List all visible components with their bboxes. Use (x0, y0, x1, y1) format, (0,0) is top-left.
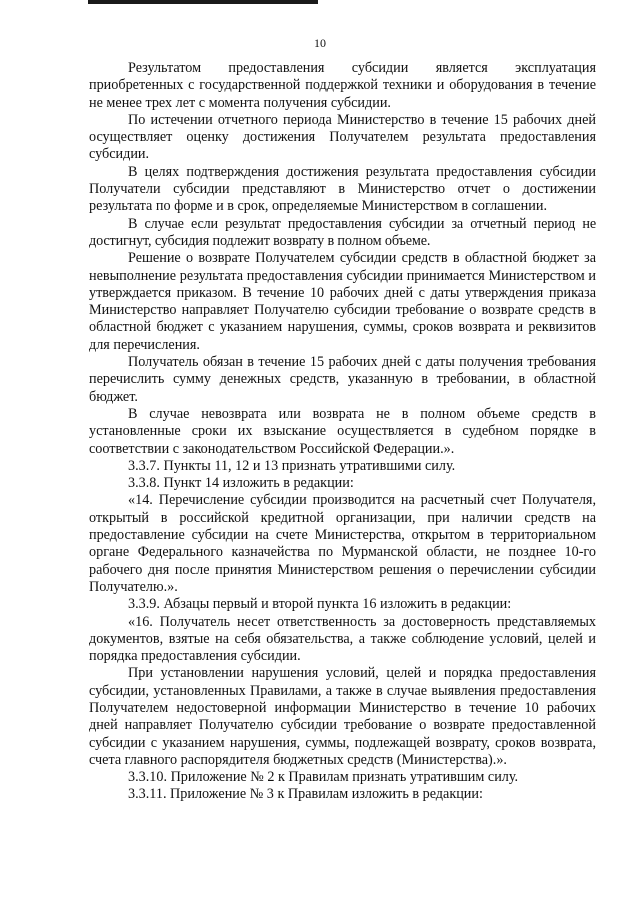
clause-3-3-10: 3.3.10. Приложение № 2 к Правилам признать утратившим силу. (128, 769, 519, 786)
clause-3-3-9: 3.3.9. Абзацы первый и второй пункта 16 изложить в редакции: (128, 596, 512, 613)
paragraph-violation-return: При установлении нарушения условий, целей и порядка предоставления субсидии, установленных Правилами, а также в случае выявления предоставления Получателем недостоверной информации Министерство в течение 10 рабочих дней направляет Получателю субсидии требование о возврате предоставленной субсидии с указанием нарушения, суммы, подлежащей возврату, сроков возврата, счета главного распорядителя бюджетных средств (Министерства).». (89, 665, 596, 768)
document-body (89, 60, 596, 804)
scan-edge-artifact (88, 0, 318, 4)
clause-3-3-7: 3.3.7. Пункты 11, 12 и 13 признать утратившими силу. (128, 457, 456, 474)
paragraph-subsidy-result: Результатом предоставления субсидии является эксплуатация приобретенных с государственной поддержкой техники и оборудования в течение не менее трех лет с момента получения субсидии. (89, 60, 596, 111)
paragraph-point-14: «14. Перечисление субсидии производится на расчетный счет Получателя, открытый в российской кредитной организации, при наличии средств на предоставление субсидии на счете Министерства, открытом в территориальном органе Федерального казначейства по Мурманской области, не позднее 10-го рабочего дня после принятия Министерством решения о перечислении субсидии Получателю.». (89, 492, 596, 595)
paragraph-court-recovery: В случае невозврата или возврата не в полном объеме средств в установленные сроки их взыскание осуществляется в судебном порядке в соответствии с законодательством Российской Федерации.». (89, 405, 596, 457)
paragraph-return-if-not-achieved: В случае если результат предоставления субсидии за отчетный период не достигнут, субсидия подлежит возврату в полном объеме. (89, 215, 596, 249)
clause-3-3-11: 3.3.11. Приложение № 3 к Правилам изложить в редакции: (128, 786, 483, 803)
paragraph-return-decision: Решение о возврате Получателем субсидии средств в областной бюджет за невыполнение результата предоставления субсидии принимается Министерством и утверждается приказом. В течение 10 рабочих дней с даты утверждения приказа Министерство направляет Получателю субсидии требование о возврате средств в областной бюджет с указанием нарушения, суммы, сроков возврата и реквизитов для перечисления. (89, 250, 596, 353)
paragraph-evaluation: По истечении отчетного периода Министерство в течение 15 рабочих дней осуществляет оценку достижения Получателем результата предоставления субсидии. (89, 111, 596, 163)
paragraph-report: В целях подтверждения достижения результата предоставления субсидии Получатели субсидии представляют в Министерство отчет о достижении результата по форме и в срок, определяемые Министерством в соглашении. (89, 163, 596, 215)
paragraph-point-16: «16. Получатель несет ответственность за достоверность представляемых документов, взятые на себя обязательства, а также соблюдение условий, целей и порядка предоставления субсидии. (89, 613, 596, 665)
clause-3-3-8: 3.3.8. Пункт 14 изложить в редакции: (128, 475, 354, 492)
page-number: 10 (314, 36, 326, 50)
paragraph-recipient-obligation: Получатель обязан в течение 15 рабочих дней с даты получения требования перечислить сумму денежных средств, указанную в требовании, в областной бюджет. (89, 354, 596, 405)
